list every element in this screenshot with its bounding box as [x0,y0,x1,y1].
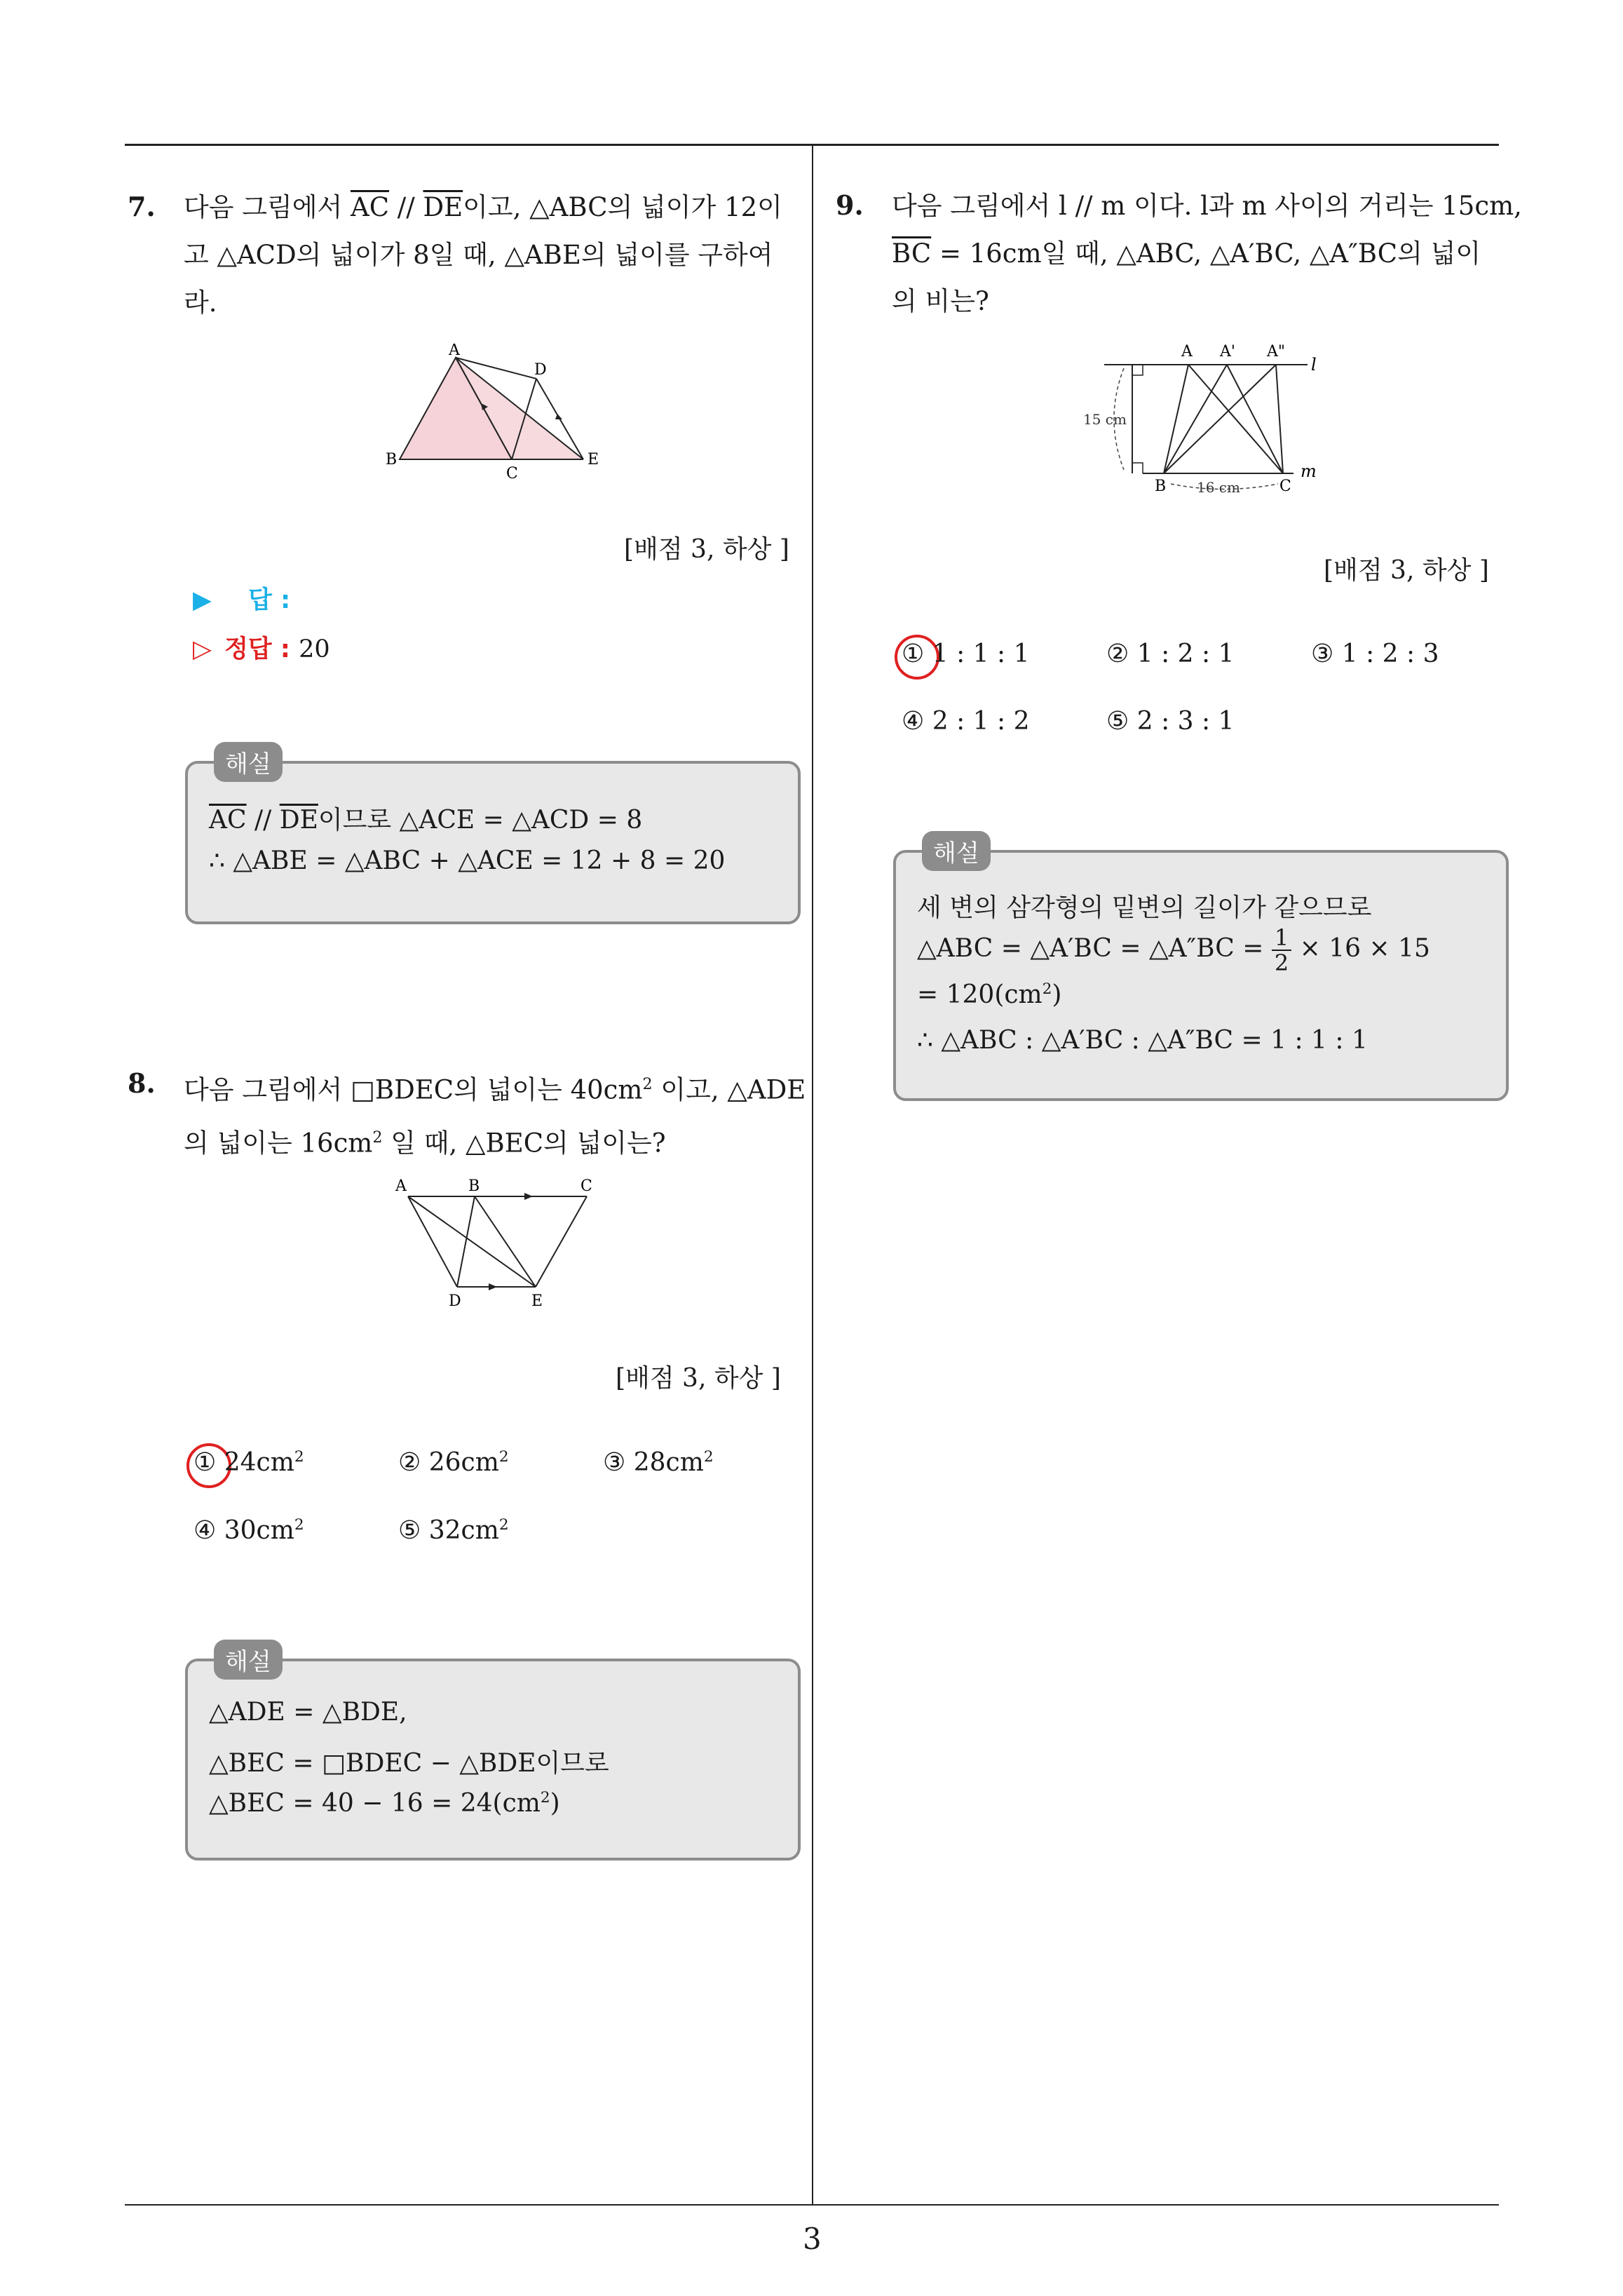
label-B: B [468,1177,480,1195]
choice-2[interactable]: ② 1 : 2 : 1 [1106,640,1235,668]
label-D: D [534,361,547,379]
label-E: E [531,1292,543,1310]
page-number: 3 [803,2222,822,2256]
explanation-tag: 해설 [214,742,283,782]
question-number: 8. [128,1067,156,1099]
question-text: 고 △ACD의 넓이가 8일 때, △ABE의 넓이를 구하여 [184,240,773,270]
play-outline-icon: ▷ [193,635,212,663]
play-icon: ▶ [193,586,212,614]
fraction: $\frac{1}{2}$ [1272,926,1291,975]
bottom-rule [125,2204,1499,2206]
choice-3[interactable]: ③ $28cm^2$ [603,1448,714,1477]
choice-3[interactable]: ③ 1 : 2 : 3 [1311,640,1439,668]
question-number: 7. [128,191,156,222]
question-text: 의 넓이는 $16cm^2$ 일 때, △BEC의 넓이는? [184,1128,666,1159]
score-label: [배점 3, 하상 ] [616,1364,781,1393]
choice-5[interactable]: ⑤ $32cm^2$ [398,1516,509,1545]
label-C: C [580,1177,592,1195]
choice-4[interactable]: ④ 2 : 1 : 2 [902,707,1030,736]
choice-1[interactable]: ① 1 : 1 : 1 [902,640,1030,668]
question-text: 다음 그림에서 l // m 이다. l과 m 사이의 거리는 15cm, [892,191,1522,221]
choice-2[interactable]: ② $26cm^2$ [398,1448,509,1477]
question-text: 다음 그림에서 □BDEC의 넓이는 $40cm^2$ 이고, △ADE [184,1074,806,1105]
label-C: C [506,465,518,482]
label-m: m [1301,461,1317,481]
label-l: l [1311,355,1317,374]
correct-answer-row: ▷ 정답 : 20 [193,635,330,663]
explanation-tag: 해설 [922,831,991,871]
explanation-box: △ADE = △BDE, △BEC = □BDEC − △BDE이므로 △BEC = $40 - 16 = 24(cm^2)$ [185,1659,801,1861]
explanation-tag: 해설 [214,1640,283,1680]
choice-5[interactable]: ⑤ 2 : 3 : 1 [1106,707,1235,736]
explanation-box: $\overline{AC} // \overline{DE}$이므로 △ACE = △ACD = 8 ∴ △ABE = △ABC + △ACE = 12 + 8 = 20 [185,761,801,924]
figure-q7 [379,344,610,484]
score-label: [배점 3, 하상 ] [624,535,789,564]
label-A-prime: A' [1220,343,1235,360]
question-text: 라. [184,288,217,318]
question-text: 의 비는? [892,286,989,316]
choice-4[interactable]: ④ $30cm^2$ [193,1516,304,1545]
label-A: A [395,1177,407,1195]
figure-q8 [387,1171,604,1311]
label-B: B [1155,478,1167,495]
explanation-box: 세 변의 삼각형의 밑변의 길이가 같으므로 △ABC = △A′BC = △A″BC = $\frac{1}{2}$ × 16 × 15 = $120(cm^2)$ ∴ △ABC : △A′BC : △A″BC = 1 : 1 : 1 [893,850,1509,1101]
question-text: 다음 그림에서 $\overline{AC} // \overline{DE}$이고, △ABC의 넓이가 12이 [184,192,782,222]
column-divider [812,144,813,2206]
label-B: B [386,451,398,468]
label-D: D [449,1292,461,1310]
score-label: [배점 3, 하상 ] [1324,556,1489,585]
label-C: C [1279,478,1291,495]
label-A: A [1181,343,1193,360]
figure-q9 [1076,337,1329,512]
label-A: A [449,344,460,359]
label-A-double-prime: A" [1267,343,1286,360]
question-number: 9. [836,189,864,221]
question-text: $\overline{BC} = 16cm$일 때, △ABC, △A′BC, △A″BC의 넓이 [892,238,1481,269]
choice-1[interactable]: ① $24cm^2$ [193,1448,304,1477]
label-E: E [588,451,599,468]
label-height: 15 cm [1083,411,1127,428]
answer-row: ▶ 답 : [193,586,291,614]
label-width: 16 cm [1197,479,1240,496]
